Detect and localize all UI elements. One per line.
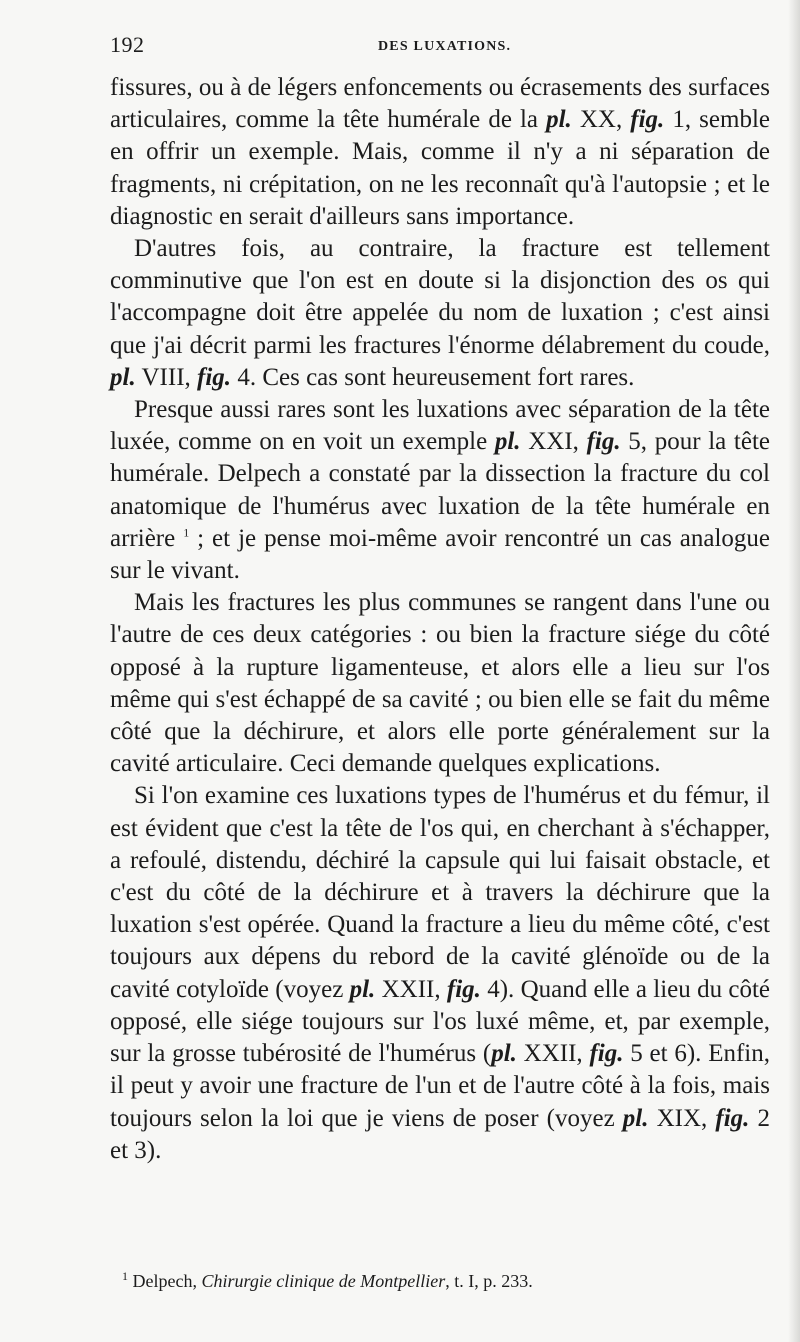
italic-reference: fig. [586, 428, 621, 456]
italic-reference: fig. [715, 1104, 750, 1132]
text-segment: Mais les fractures les plus communes se rangent dans l'une ou l'autre de ces deux catégories : ou bien la fracture siége du côté opposé à la rupture ligamenteuse, et alors elle a lieu sur l'os même qui s'est échappé de sa cavité ; ou bien elle se fait du même côté que la déchirure, et alors elle porte généralement sur la cavité articulaire. Ceci demande quelques explications. [110, 589, 770, 778]
paragraph [110, 587, 770, 780]
italic-reference: pl. [349, 975, 376, 1003]
text-segment: 1, semble en offrir un exemple. Mais, comme il n'y a ni séparation de fragments, ni crépitation, on ne les reconnaît qu'à l'autopsie ; et le diagnostic en serait d'ailleurs sans importance. [110, 106, 770, 230]
text-segment: 5, pour la tête humérale. Delpech a constaté par la dissection la fracture du col anatomique de l'humérus avec luxation de la tête humérale en arrière [110, 428, 770, 552]
paragraph [110, 72, 770, 233]
footnote-rest: , t. I, p. 233. [445, 1271, 533, 1291]
italic-reference: pl. [110, 363, 136, 391]
text-segment: XXII, [375, 975, 447, 1003]
page-header [110, 32, 770, 64]
italic-reference: pl. [491, 1040, 517, 1068]
italic-reference: pl. [546, 106, 572, 134]
footnote-title: Chirurgie clinique de Montpellier [201, 1271, 446, 1291]
italic-reference: fig. [197, 363, 232, 391]
text-segment: 4. Ces cas sont heureusement fort rares. [231, 363, 635, 391]
text-segment: Si l'on examine ces luxations types de l'humérus et du fémur, il est évident que c'est la tête de l'os qui, en cherchant à s'échapper, a refoulé, distendu, déchiré la capsule qui lui faisait obstacle, et c'est du côté de la déchirure et à travers la déchirure que la luxation s'est opérée. Quand la fracture a lieu du même côté, c'est toujours aux dépens du rebord de la cavité glénoïde ou de la cavité cotyloïde (voyez [110, 782, 770, 1003]
page-edge-shadow [788, 0, 800, 1342]
text-segment: VIII, [135, 363, 198, 391]
text-segment: 4). Quand elle a lieu du côté opposé, elle siége toujours sur l'os luxé même, et, par exemple, sur la grosse tubérosité de l'humérus ( [110, 975, 770, 1068]
italic-reference: fig. [446, 975, 481, 1003]
footnote-reference: 1 [183, 525, 190, 540]
text-segment: Presque aussi rares sont les luxations avec séparation de la tête luxée, comme on en voit un exemple [110, 396, 770, 456]
text-segment: XXI, [520, 428, 587, 456]
text-segment: D'autres fois, au contraire, la fracture est tellement comminutive que l'on est en doute si la disjonction des os qui l'accompagne doit être appelée du nom de luxation ; c'est ainsi que j'ai décrit parmi les fractures l'énorme délabrement du coude, [110, 235, 770, 359]
paragraph [110, 394, 770, 587]
footnote [122, 1270, 762, 1292]
italic-reference: pl. [494, 428, 521, 456]
italic-reference: pl. [622, 1104, 649, 1132]
text-segment: fissures, ou à de légers enfoncements ou écrasements des surfaces articulaires, comme la tête humérale de la [110, 74, 770, 134]
footnote-marker: 1 [122, 1269, 128, 1283]
text-segment: ; et je pense moi-même avoir rencontré un cas analogue sur le vivant. [110, 524, 770, 585]
paragraph [110, 780, 770, 1166]
paragraph [110, 233, 770, 394]
text-segment: 5 et 6). Enfin, il peut y avoir une fracture de l'un et de l'autre côté à la fois, mais toujours selon la loi que je viens de poser (voyez [110, 1040, 770, 1132]
text-segment: XIX, [648, 1104, 716, 1132]
running-head: DES LUXATIONS. [378, 39, 512, 54]
text-segment: XX, [571, 106, 631, 134]
body-text [110, 72, 770, 1167]
italic-reference: fig. [589, 1040, 624, 1068]
text-segment: XXII, [516, 1040, 590, 1068]
italic-reference: fig. [630, 106, 665, 134]
text-segment: 2 et 3). [110, 1104, 771, 1164]
page-number: 192 [110, 32, 145, 57]
footnote-author: Delpech, [132, 1271, 202, 1291]
